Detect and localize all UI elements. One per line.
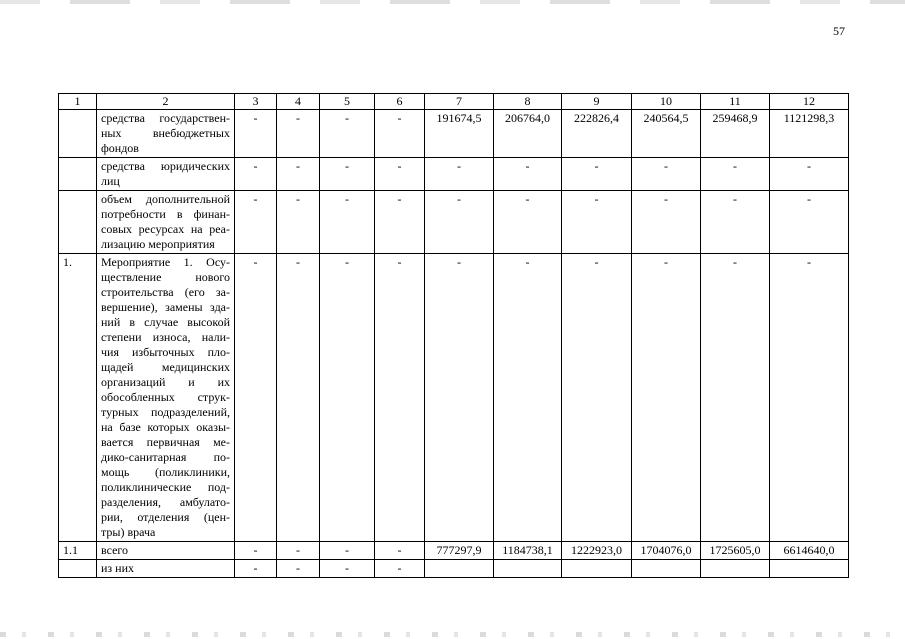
value-cell: - <box>632 254 701 542</box>
header-cell: 6 <box>375 94 425 110</box>
value-cell: - <box>235 560 277 578</box>
value-cell: - <box>375 254 425 542</box>
value-cell: - <box>277 254 320 542</box>
value-cell: - <box>375 191 425 254</box>
row-name-cell: из них <box>97 560 235 578</box>
value-cell: - <box>320 191 375 254</box>
financing-table <box>58 93 849 578</box>
header-cell: 5 <box>320 94 375 110</box>
value-cell: 1725605,0 <box>701 542 770 560</box>
value-cell: - <box>235 158 277 191</box>
row-name-cell: объем дополнительной потребности в финан-совых ресурсах на реа-лизацию мероприятия <box>97 191 235 254</box>
value-cell: 1184738,1 <box>494 542 562 560</box>
value-cell: 259468,9 <box>701 110 770 158</box>
value-cell: - <box>494 191 562 254</box>
value-cell: 191674,5 <box>425 110 494 158</box>
value-cell: - <box>277 110 320 158</box>
value-cell: - <box>235 191 277 254</box>
header-cell: 1 <box>59 94 97 110</box>
row-number-cell: 1. <box>59 254 97 542</box>
value-cell <box>562 560 632 578</box>
value-cell: - <box>235 542 277 560</box>
value-cell: - <box>494 158 562 191</box>
value-cell <box>701 560 770 578</box>
row-number-cell <box>59 560 97 578</box>
page-number: 57 <box>833 24 845 38</box>
value-cell: - <box>701 158 770 191</box>
value-cell: - <box>375 110 425 158</box>
table-row <box>59 158 849 191</box>
value-cell: - <box>770 158 849 191</box>
value-cell: 240564,5 <box>632 110 701 158</box>
value-cell: - <box>770 191 849 254</box>
value-cell: - <box>425 191 494 254</box>
table-row <box>59 191 849 254</box>
row-name-cell: всего <box>97 542 235 560</box>
value-cell: - <box>562 191 632 254</box>
value-cell: - <box>425 158 494 191</box>
header-cell: 12 <box>770 94 849 110</box>
header-cell: 7 <box>425 94 494 110</box>
value-cell: - <box>562 158 632 191</box>
value-cell <box>632 560 701 578</box>
scan-edge-top <box>0 0 905 4</box>
table-row <box>59 110 849 158</box>
row-name-cell: Мероприятие 1. Осу-ществление нового строительства (его за-вершение), замены зда-ний в случае высокой степени износа, нали-чия избыточных пло-щадей медицинских организаций и их обособленных струк-турных подразделений, на базе которых оказы-вается первичная ме-дико-санитарная по-мощь (поликлиники, поликлинические под-разделения, амбулато-рии, отделения (цен-тры) врача <box>97 254 235 542</box>
row-number-cell <box>59 110 97 158</box>
header-cell: 3 <box>235 94 277 110</box>
row-name-cell: средства юридических лиц <box>97 158 235 191</box>
value-cell: 777297,9 <box>425 542 494 560</box>
value-cell: - <box>320 110 375 158</box>
value-cell: - <box>770 254 849 542</box>
value-cell: 1704076,0 <box>632 542 701 560</box>
table-header-row <box>59 94 849 110</box>
value-cell: - <box>494 254 562 542</box>
table-row <box>59 254 849 542</box>
value-cell: 206764,0 <box>494 110 562 158</box>
header-cell: 8 <box>494 94 562 110</box>
header-cell: 4 <box>277 94 320 110</box>
value-cell: - <box>375 542 425 560</box>
table-row <box>59 560 849 578</box>
row-name-cell: средства государствен-ных внебюджетных фондов <box>97 110 235 158</box>
value-cell: 6614640,0 <box>770 542 849 560</box>
value-cell: - <box>632 191 701 254</box>
value-cell: - <box>320 158 375 191</box>
header-cell: 9 <box>562 94 632 110</box>
value-cell: - <box>562 254 632 542</box>
value-cell <box>770 560 849 578</box>
value-cell: 222826,4 <box>562 110 632 158</box>
value-cell: - <box>425 254 494 542</box>
value-cell: 1121298,3 <box>770 110 849 158</box>
row-number-cell <box>59 191 97 254</box>
value-cell: - <box>701 254 770 542</box>
header-cell: 10 <box>632 94 701 110</box>
header-cell: 2 <box>97 94 235 110</box>
header-cell: 11 <box>701 94 770 110</box>
value-cell: - <box>320 542 375 560</box>
value-cell: - <box>277 560 320 578</box>
value-cell: - <box>277 191 320 254</box>
value-cell: - <box>277 158 320 191</box>
value-cell: - <box>701 191 770 254</box>
value-cell: - <box>632 158 701 191</box>
scan-edge-bottom <box>0 632 905 637</box>
value-cell: - <box>320 560 375 578</box>
value-cell: - <box>235 110 277 158</box>
value-cell: - <box>375 560 425 578</box>
value-cell: - <box>277 542 320 560</box>
table-row <box>59 542 849 560</box>
value-cell: - <box>375 158 425 191</box>
value-cell <box>494 560 562 578</box>
value-cell: 1222923,0 <box>562 542 632 560</box>
value-cell: - <box>235 254 277 542</box>
row-number-cell: 1.1 <box>59 542 97 560</box>
value-cell: - <box>320 254 375 542</box>
value-cell <box>425 560 494 578</box>
row-number-cell <box>59 158 97 191</box>
